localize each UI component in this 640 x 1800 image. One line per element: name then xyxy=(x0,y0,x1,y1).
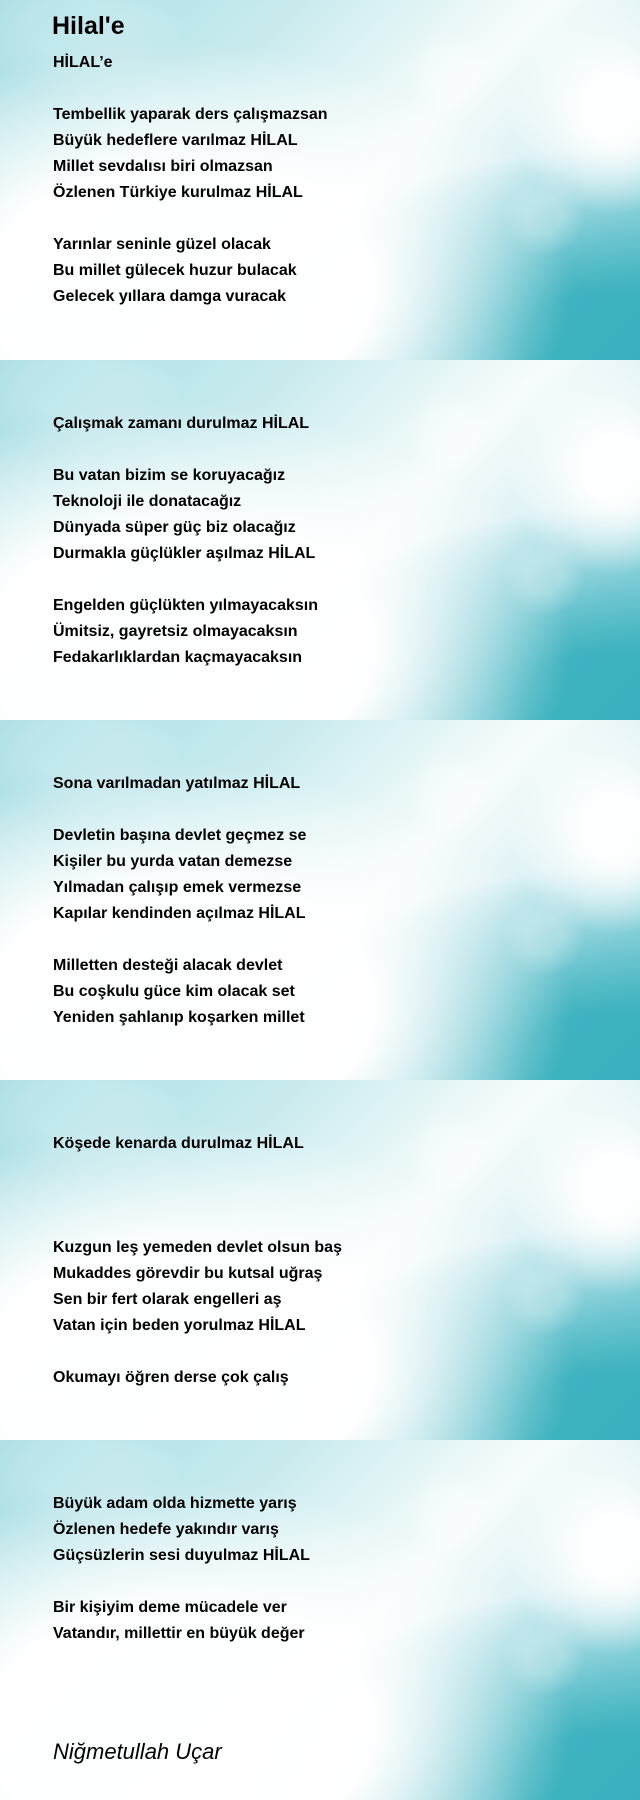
poem-line: Büyük hedeflere varılmaz HİLAL xyxy=(53,132,298,149)
poem-stanza-1 xyxy=(53,50,113,76)
poem-line: Tembellik yaparak ders çalışmazsan xyxy=(53,106,328,123)
poem-stanza-7 xyxy=(53,771,300,797)
poem-line: Yarınlar seninle güzel olacak xyxy=(53,236,271,253)
poem-line: Millet sevdalısı biri olmazsan xyxy=(53,158,273,175)
poem-line: Bu millet gülecek huzur bulacak xyxy=(53,262,297,279)
poem-line: Okumayı öğren derse çok çalış xyxy=(53,1369,289,1386)
poem-stanza-6 xyxy=(53,593,318,671)
poem-line: Bu vatan bizim se koruyacağız xyxy=(53,467,286,484)
poem-line: Sen bir fert olarak engelleri aş xyxy=(53,1291,282,1308)
poem-line: Vatan için beden yorulmaz HİLAL xyxy=(53,1317,306,1334)
poem-stanza-9 xyxy=(53,953,305,1031)
poem-line: Milletten desteği alacak devlet xyxy=(53,957,283,974)
poem-stanza-11 xyxy=(53,1235,342,1339)
poem-line: HİLAL’e xyxy=(53,54,113,71)
poem-line: Vatandır, millettir en büyük değer xyxy=(53,1625,305,1642)
poem-line: Fedakarlıklardan kaçmayacaksın xyxy=(53,649,303,666)
poem-stanza-3 xyxy=(53,232,297,310)
poem-stanza-8 xyxy=(53,823,306,927)
poem-stanza-4 xyxy=(53,411,309,437)
poem-line: Mukaddes görevdir bu kutsal uğraş xyxy=(53,1265,323,1282)
poem-line: Kuzgun leş yemeden devlet olsun baş xyxy=(53,1239,342,1256)
poem-stanza-5 xyxy=(53,463,315,567)
poem-line: Bu coşkulu güce kim olacak set xyxy=(53,983,295,1000)
poem-stanza-2 xyxy=(53,102,328,206)
poem-line: Engelden güçlükten yılmayacaksın xyxy=(53,597,318,614)
poem-line: Özlenen Türkiye kurulmaz HİLAL xyxy=(53,184,303,201)
poem-line: Durmakla güçlükler aşılmaz HİLAL xyxy=(53,545,316,562)
poem-stanza-10 xyxy=(53,1131,304,1157)
poem-line: Dünyada süper güç biz olacağız xyxy=(53,519,296,536)
poem-line: Köşede kenarda durulmaz HİLAL xyxy=(53,1135,304,1152)
poem-line: Gelecek yıllara damga vuracak xyxy=(53,288,287,305)
poem-line: Yılmadan çalışıp emek vermezse xyxy=(53,879,302,896)
poem-line: Güçsüzlerin sesi duyulmaz HİLAL xyxy=(53,1547,310,1564)
poem-title: Hilal'e xyxy=(52,12,125,40)
poem-line: Yeniden şahlanıp koşarken millet xyxy=(53,1009,305,1026)
poem-line: Bir kişiyim deme mücadele ver xyxy=(53,1599,287,1616)
poem-stanza-13 xyxy=(53,1491,310,1569)
poem-line: Çalışmak zamanı durulmaz HİLAL xyxy=(53,415,310,432)
poem-stanza-14 xyxy=(53,1595,305,1647)
poem-line: Kapılar kendinden açılmaz HİLAL xyxy=(53,905,306,922)
poem-line: Büyük adam olda hizmette yarış xyxy=(53,1495,297,1512)
poem-line: Sona varılmadan yatılmaz HİLAL xyxy=(53,775,301,792)
poem-line: Ümitsiz, gayretsiz olmayacaksın xyxy=(53,623,298,640)
author-signature: Niğmetullah Uçar xyxy=(53,1739,222,1764)
poem-line: Devletin başına devlet geçmez se xyxy=(53,827,307,844)
poem-line: Kişiler bu yurda vatan demezse xyxy=(53,853,293,870)
poem-stanza-12 xyxy=(53,1365,289,1391)
poem-line: Teknoloji ile donatacağız xyxy=(53,493,242,510)
poem-line: Özlenen hedefe yakındır varış xyxy=(53,1521,279,1538)
